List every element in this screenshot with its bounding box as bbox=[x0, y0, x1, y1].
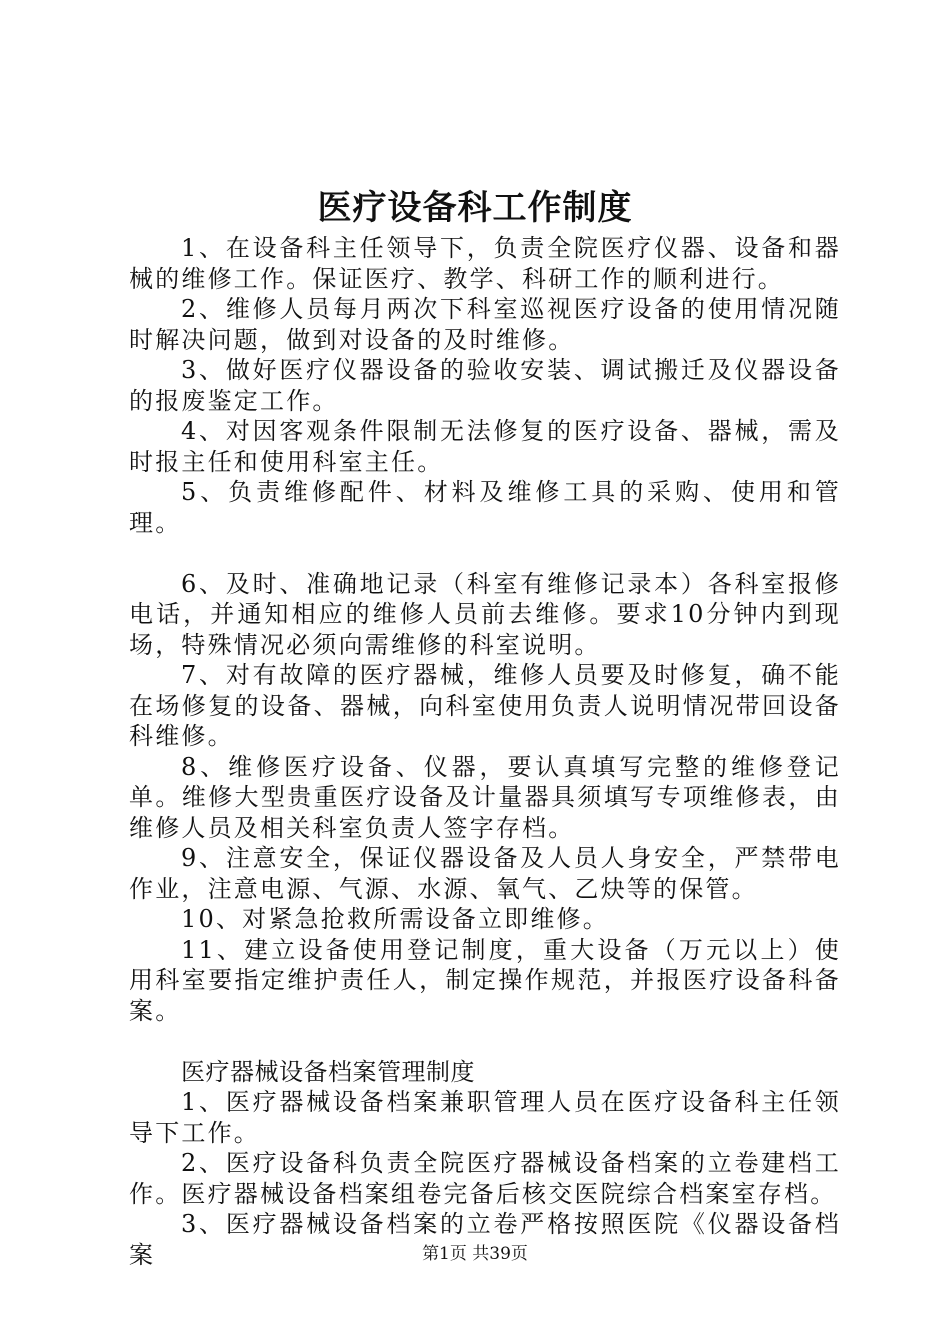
paragraph-3: 3、做好医疗仪器设备的验收安装、调试搬迁及仪器设备的报废鉴定工作。 bbox=[129, 356, 841, 415]
paragraph-11: 11、建立设备使用登记制度，重大设备（万元以上）使用科室要指定维护责任人，制定操作规范，并报医疗设备科备案。 bbox=[129, 935, 841, 1025]
paragraph-8: 8、维修医疗设备、仪器，要认真填写完整的维修登记单。维修大型贵重医疗设备及计量器具须填写专项维修表，由维修人员及相关科室负责人签字存档。 bbox=[129, 752, 841, 842]
paragraph-4: 4、对因客观条件限制无法修复的医疗设备、器械，需及时报主任和使用科室主任。 bbox=[129, 417, 841, 476]
paragraph-10: 10、对紧急抢救所需设备立即维修。 bbox=[181, 905, 609, 933]
paragraph-5: 5、负责维修配件、材料及维修工具的采购、使用和管理。 bbox=[129, 478, 841, 537]
paragraph-9: 9、注意安全，保证仪器设备及人员人身安全，严禁带电作业，注意电源、气源、水源、氧气、乙炔等的保管。 bbox=[129, 844, 841, 903]
document-title: 医疗设备科工作制度 bbox=[317, 188, 633, 228]
page-footer: 第1页 共39页 bbox=[422, 1244, 528, 1264]
section2-paragraph-2: 2、医疗设备科负责全院医疗器械设备档案的立卷建档工作。医疗器械设备档案组卷完备后核交医院综合档案室存档。 bbox=[129, 1149, 841, 1208]
section2-paragraph-3: 3、医疗器械设备档案的立卷严格按照医院《仪器设备档案 bbox=[129, 1210, 841, 1269]
section2-paragraph-1: 1、医疗器械设备档案兼职管理人员在医疗设备科主任领导下工作。 bbox=[129, 1088, 841, 1147]
paragraph-2: 2、维修人员每月两次下科室巡视医疗设备的使用情况随时解决问题，做到对设备的及时维修。 bbox=[129, 295, 841, 354]
paragraph-1: 1、在设备科主任领导下，负责全院医疗仪器、设备和器械的维修工作。保证医疗、教学、科研工作的顺利进行。 bbox=[129, 234, 841, 293]
document-body bbox=[129, 233, 841, 1270]
paragraph-7: 7、对有故障的医疗器械，维修人员要及时修复，确不能在场修复的设备、器械，向科室使用负责人说明情况带回设备科维修。 bbox=[129, 661, 841, 750]
section-heading: 医疗器械设备档案管理制度 bbox=[181, 1057, 475, 1086]
paragraph-6: 6、及时、准确地记录（科室有维修记录本）各科室报修电话，并通知相应的维修人员前去维修。要求10分钟内到现场，特殊情况必须向需维修的科室说明。 bbox=[129, 569, 841, 659]
